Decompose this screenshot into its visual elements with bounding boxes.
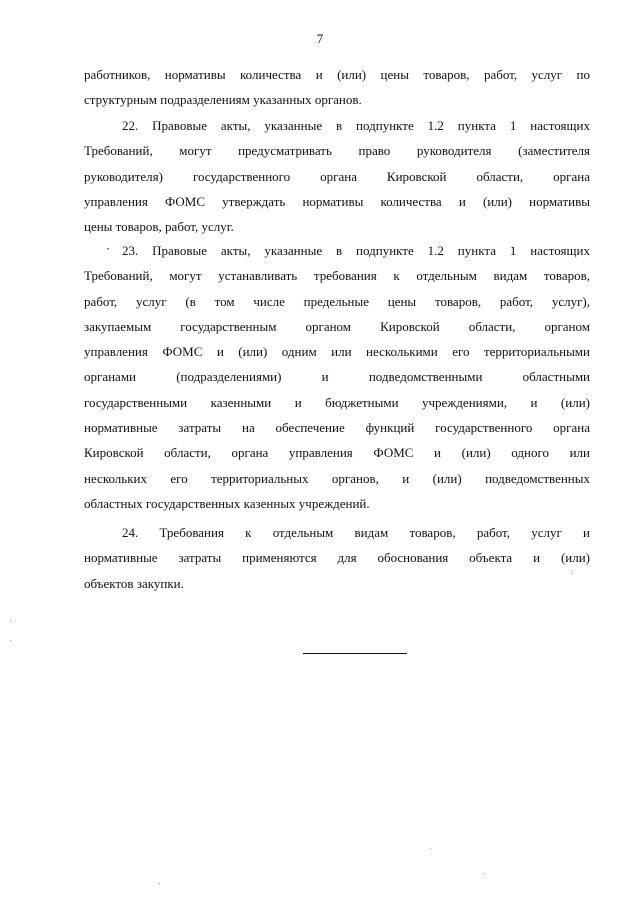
scan-speck <box>10 640 11 641</box>
scan-speck <box>159 883 160 884</box>
paragraph-24 <box>84 520 590 596</box>
text-line: Требований, могут устанавливать требования к отдельным видам товаров, <box>84 268 590 284</box>
paragraph-23 <box>84 238 590 516</box>
text-line: цены товаров, работ, услуг. <box>84 219 234 235</box>
end-separator-line <box>303 653 407 654</box>
scan-speck <box>430 848 431 849</box>
text-line: нескольких его территориальных органов, и (или) подведомственных <box>84 470 590 486</box>
text-line: руководителя) государственного органа Кировской области, органа <box>84 168 590 184</box>
text-line: работников, нормативы количества и (или) цены товаров, работ, услуг по <box>84 67 590 82</box>
text-line: 23. Правовые акты, указанные в подпункте 1.2 пункта 1 настоящих <box>122 243 590 258</box>
text-line: управления ФОМС и (или) одним или несколькими его территориальными <box>84 344 590 360</box>
text-line: 24. Требования к отдельным видам товаров, работ, услуг и <box>122 525 590 540</box>
text-line: управления ФОМС утверждать нормативы количества и (или) нормативы <box>84 193 590 209</box>
text-line: Кировской области, органа управления ФОМС и (или) одного или <box>84 445 590 461</box>
paragraph-22 <box>84 113 590 239</box>
scan-speck <box>10 620 11 621</box>
text-line: Требований, могут предусматривать право руководителя (заместителя <box>84 143 590 159</box>
text-line: государственными казенными и бюджетными учреждениями, и (или) <box>84 394 590 410</box>
text-line: работ, услуг (в том числе предельные цены товаров, работ, услуг), <box>84 293 590 309</box>
page-number: 7 <box>316 31 324 46</box>
paragraph-continuation <box>84 62 590 113</box>
text-line: закупаемым государственным органом Кировской области, органом <box>84 318 590 334</box>
text-line: областных государственных казенных учреждений. <box>84 495 370 511</box>
text-line: 22. Правовые акты, указанные в подпункте 1.2 пункта 1 настоящих <box>122 118 590 133</box>
bullet-mark: · <box>106 241 111 256</box>
text-line: объектов закупки. <box>84 575 184 591</box>
text-line: нормативные затраты на обеспечение функций государственного органа <box>84 420 590 436</box>
scan-speck <box>571 573 572 574</box>
scan-speck <box>484 873 485 874</box>
text-line: структурным подразделениям указанных органов. <box>84 92 362 108</box>
text-line: нормативные затраты применяются для обоснования объекта и (или) <box>84 550 590 566</box>
text-line: органами (подразделениями) и подведомственными областными <box>84 369 590 385</box>
